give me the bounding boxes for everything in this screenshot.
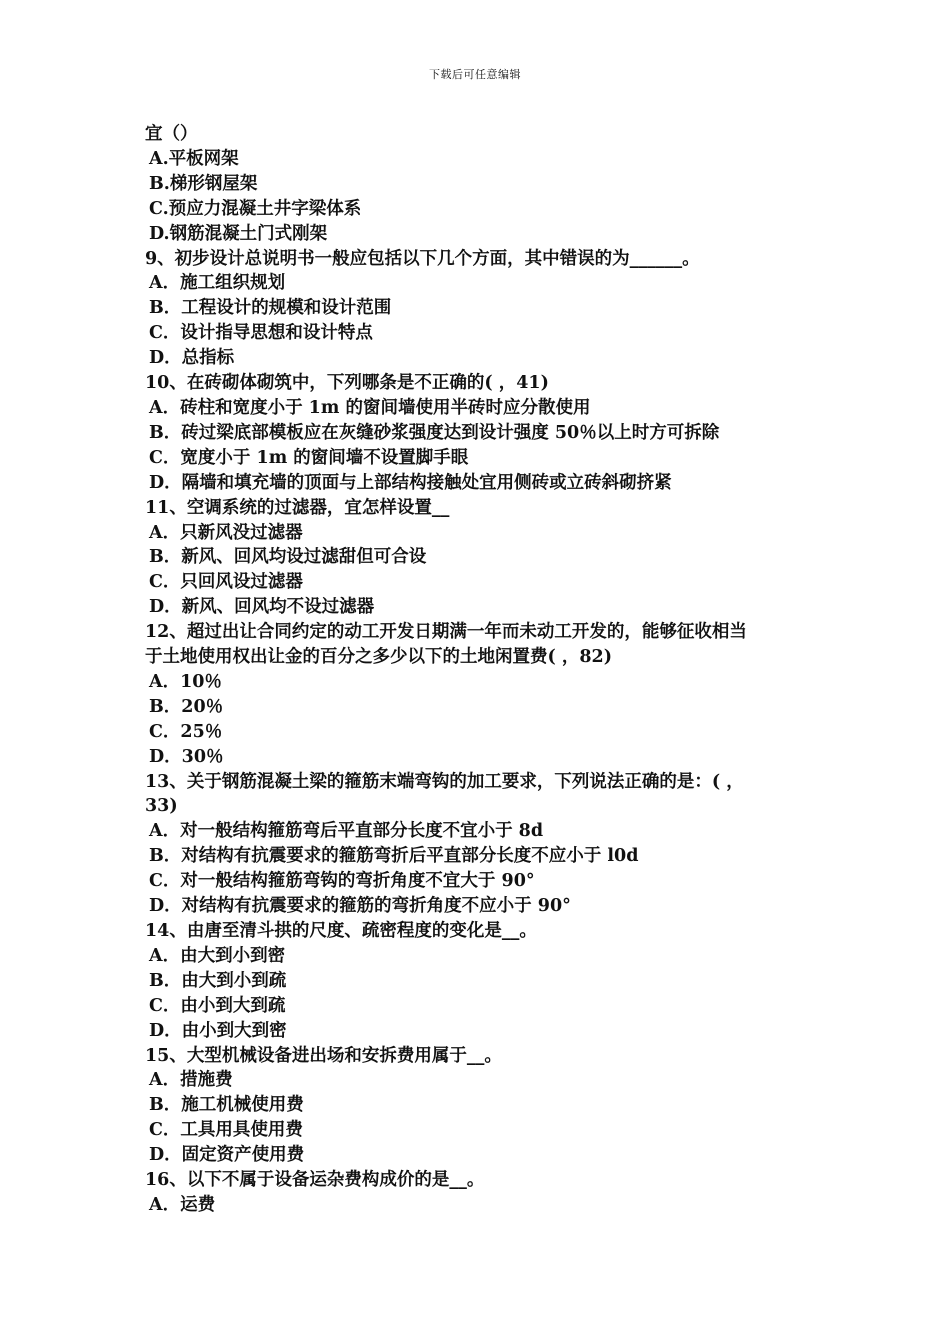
question-text: 15、大型机械设备进出场和安拆费用属于__。 — [145, 1045, 502, 1066]
answer-option: A．对一般结构箍筋弯后平直部分长度不宜小于 8d — [149, 821, 544, 842]
answer-option: C.预应力混凝土井字梁体系 — [149, 198, 362, 219]
answer-option: A．砖柱和宽度小于 1m 的窗间墙使用半砖时应分散使用 — [149, 397, 591, 418]
question-text: 14、由唐至清斗拱的尺度、疏密程度的变化是__。 — [145, 921, 537, 941]
question-text: 于土地使用权出让金的百分之多少以下的土地闲置费( ，82) — [145, 647, 613, 668]
answer-option: C．由小到大到疏 — [149, 995, 286, 1016]
answer-option: B．砖过梁底部模板应在灰缝砂浆强度达到设计强度 50％以上时方可拆除 — [149, 422, 720, 443]
answer-option: B．新风、回风均设过滤甜但可合设 — [149, 547, 427, 568]
question-text: 11、空调系统的过滤器，宜怎样设置__ — [145, 497, 450, 518]
answer-option: C．宽度小于 1m 的窗间墙不设置脚手眼 — [149, 447, 469, 468]
answer-option: B．对结构有抗震要求的箍筋弯折后平直部分长度不应小于 l0d — [149, 846, 639, 867]
answer-option: A．由大到小到密 — [149, 945, 286, 966]
question-text: 12、超过出让合同约定的动工开发日期满一年而未动工开发的，能够征收相当 — [145, 622, 747, 643]
question-text: 10、在砖砌体砌筑中，下列哪条是不正确的( ，41) — [145, 373, 549, 394]
answer-option: A．措施费 — [149, 1070, 233, 1091]
answer-option: B．由大到小到疏 — [149, 970, 287, 991]
answer-option: B．施工机械使用费 — [149, 1095, 304, 1116]
answer-option: A．运费 — [149, 1194, 216, 1215]
answer-option: B．20％ — [149, 696, 224, 717]
answer-option: A．施工组织规划 — [149, 273, 286, 294]
answer-option: D．隔墙和填充墙的顶面与上部结构接触处宜用侧砖或立砖斜砌挤紧 — [149, 472, 672, 493]
answer-option: A.平板网架 — [149, 148, 239, 169]
question-text: 宜（） — [145, 124, 198, 144]
question-text: 9、初步设计总说明书一般应包括以下几个方面，其中错误的为______。 — [145, 248, 700, 269]
answer-option: B.梯形钢屋架 — [149, 173, 258, 194]
answer-option: D．总指标 — [149, 348, 235, 369]
answer-option: D．新风、回风均不设过滤器 — [149, 597, 375, 618]
question-text: 13、关于钢筋混凝土梁的箍筋末端弯钩的加工要求，下列说法正确的是：( ， — [145, 771, 744, 792]
page-header: 下载后可任意编辑 — [429, 68, 521, 81]
answer-option: D．固定资产使用费 — [149, 1145, 305, 1166]
answer-option: C．25％ — [149, 721, 223, 742]
question-text: 33) — [145, 796, 178, 817]
question-text: 16、以下不属于设备运杂费构成价的是__。 — [145, 1170, 485, 1191]
answer-option: C．只回风设过滤器 — [149, 572, 303, 593]
answer-option: D.钢筋混凝土门式刚架 — [149, 223, 328, 244]
answer-option: D．对结构有抗震要求的箍筋的弯折角度不应小于 90° — [149, 896, 571, 917]
document-body — [145, 122, 825, 1218]
answer-option: C．设计指导思想和设计特点 — [149, 323, 373, 344]
answer-option: D．30％ — [149, 746, 224, 767]
answer-option: A．10％ — [149, 671, 222, 692]
answer-option: C．工具用具使用费 — [149, 1120, 303, 1141]
answer-option: D．由小到大到密 — [149, 1020, 287, 1041]
answer-option: A．只新风没过滤器 — [149, 522, 303, 543]
answer-option: C．对一般结构箍筋弯钩的弯折角度不宜大于 90° — [149, 871, 535, 892]
answer-option: B．工程设计的规模和设计范围 — [149, 298, 392, 319]
